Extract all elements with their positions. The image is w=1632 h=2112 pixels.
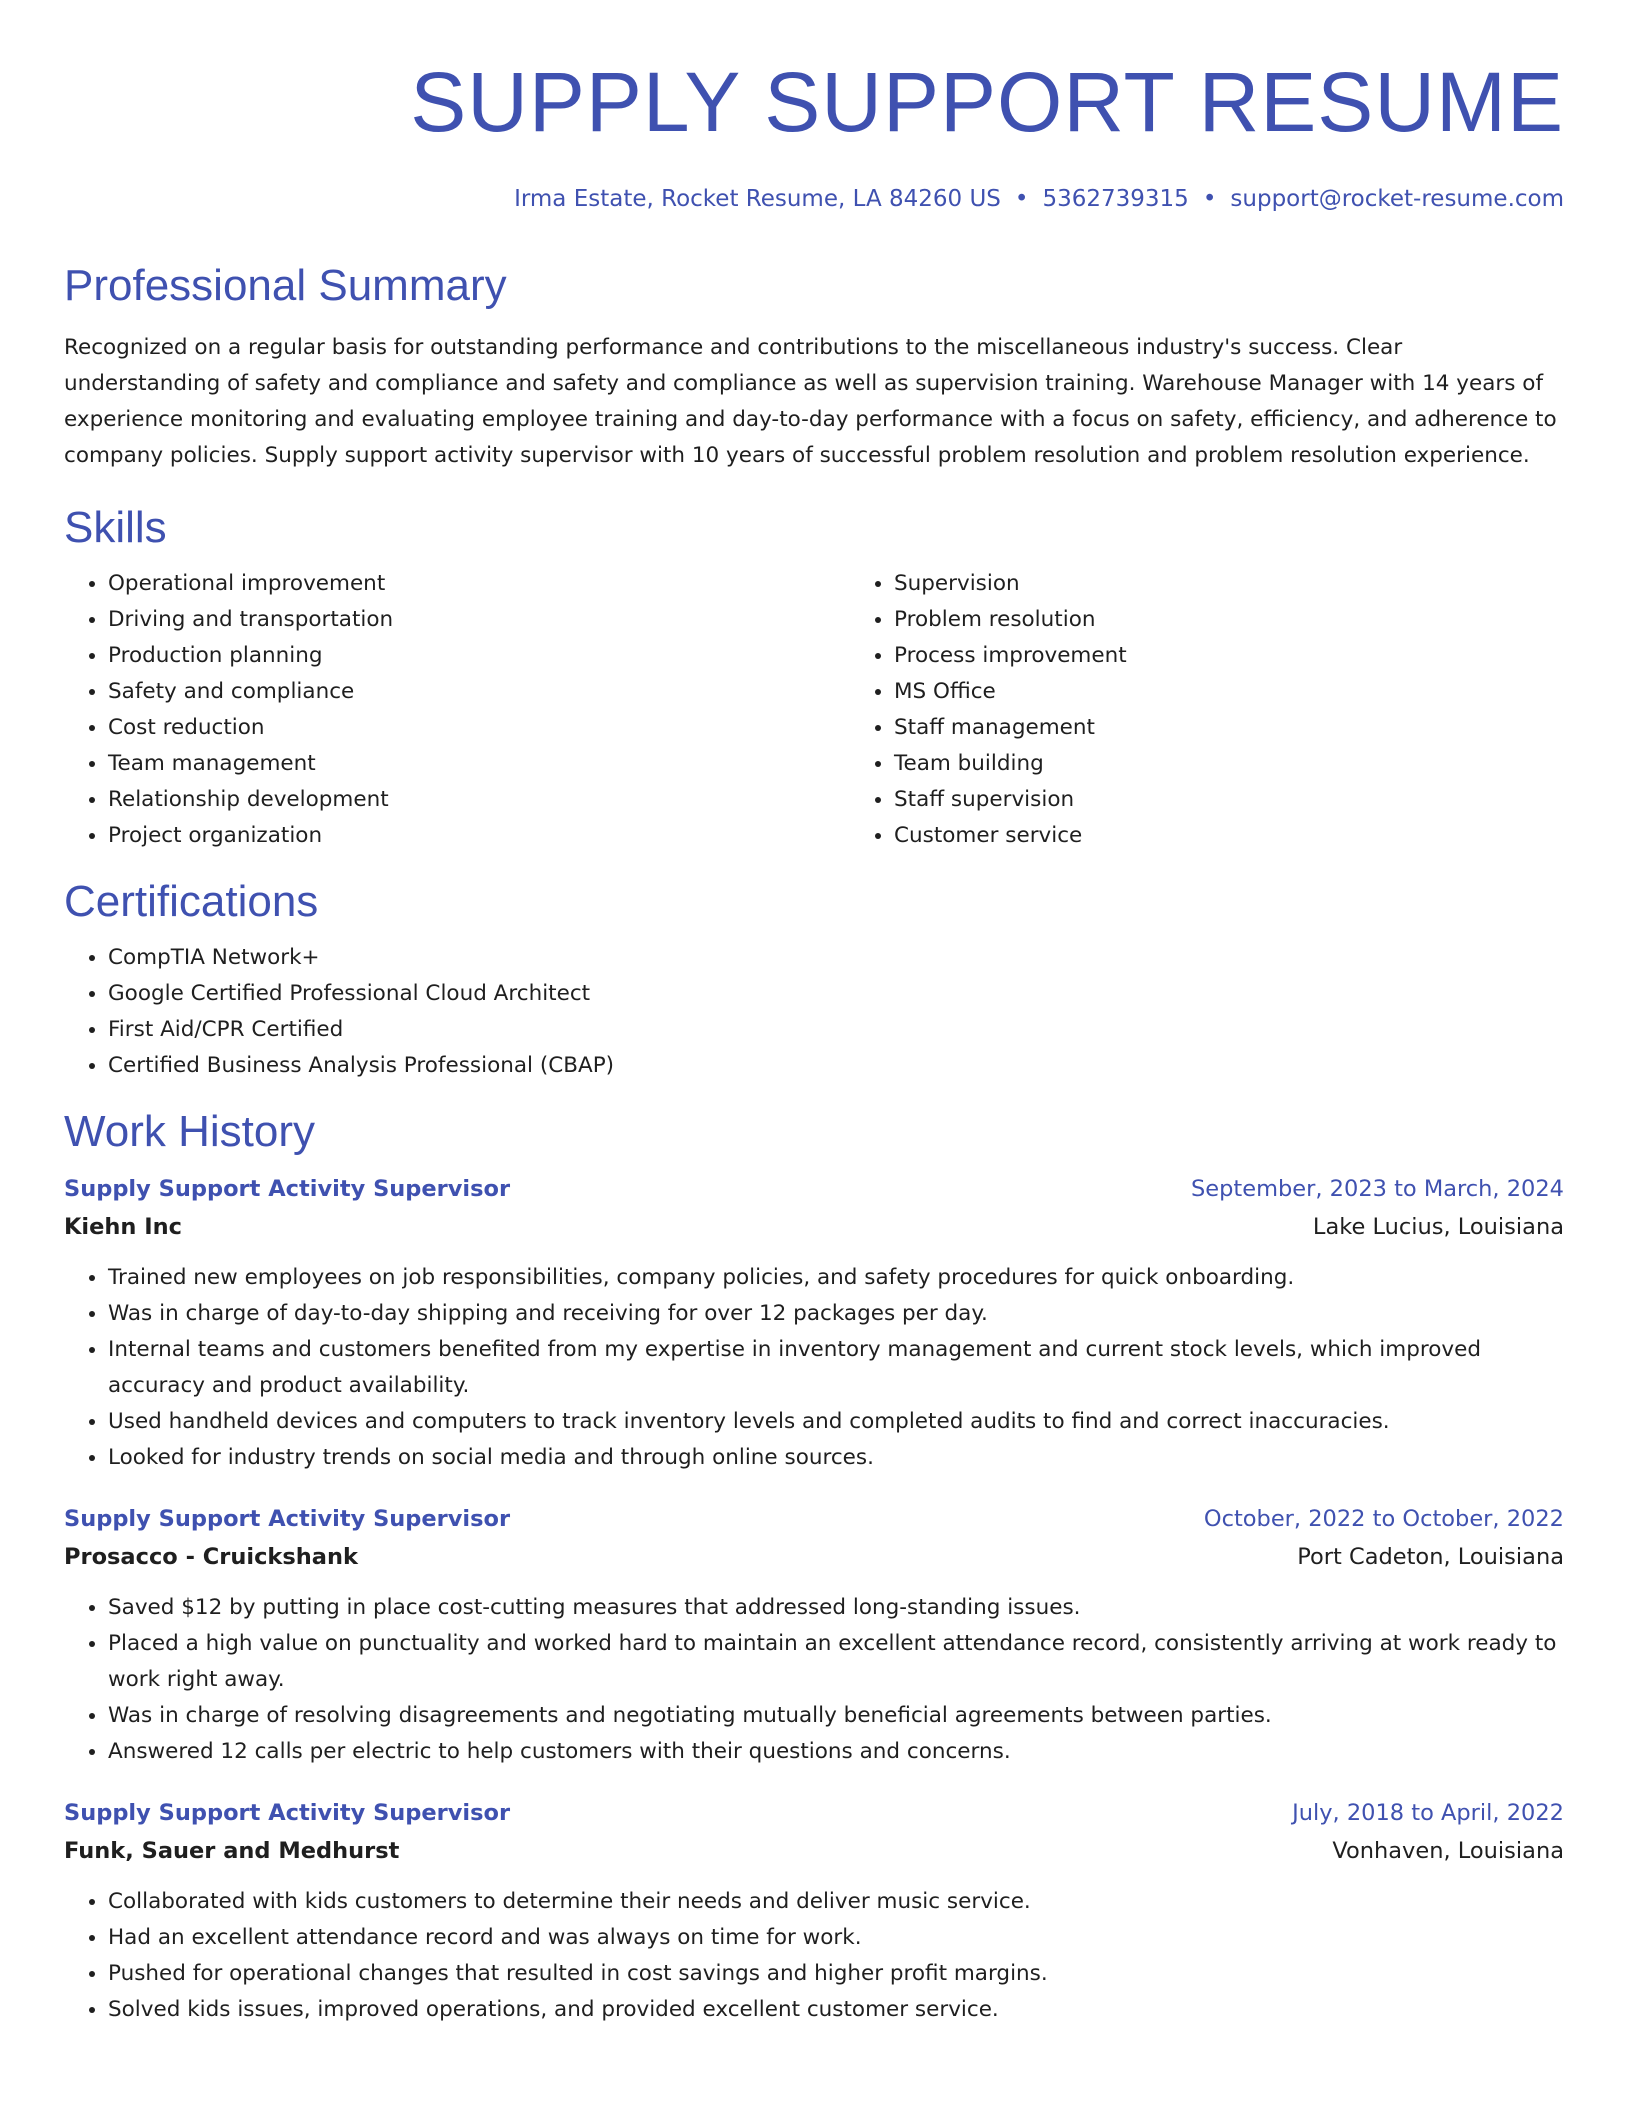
job-bullet: • Answered 12 calls per electric to help customers with their questions and concerns. [108,1734,1564,1770]
job-title: Supply Support Activity Supervisor [64,1506,511,1532]
job-bullet: • Pushed for operational changes that resulted in cost savings and higher profit margins. [108,1956,1564,1992]
job-bullet: • Solved kids issues, improved operations, and provided excellent customer service. [108,1992,1564,2028]
job-bullet: • Used handheld devices and computers to track inventory levels and completed audits to find and correct inaccuracies. [108,1404,1564,1440]
job-bullet: • Internal teams and customers benefited from my expertise in inventory management and current stock levels, which improved accuracy and product availability. [108,1332,1564,1404]
skills-column-left [64,566,850,854]
job-bullet: • Saved $12 by putting in place cost-cutting measures that addressed long-standing issues. [108,1590,1564,1626]
skill-item: • MS Office [894,674,1127,710]
job-dates: October, 2022 to October, 2022 [1203,1506,1564,1532]
skills-column-right [850,566,1127,854]
work-history-heading: Work History [64,1107,315,1156]
skills-heading: Skills [64,503,167,552]
skill-item: • Cost reduction [108,710,850,746]
certification-item: • Google Certified Professional Cloud Architect [108,976,1564,1012]
job-header-row [64,1170,1564,1208]
summary-text: Recognized on a regular basis for outstanding performance and contributions to the miscellaneous industry's success. Clear understanding of safety and compliance and safety and compliance as well as supervision training. Warehouse Manager with 14 years of experience monitoring and evaluating employee training and day-to-day performance with a focus on safety, efficiency, and adherence to company policies. Supply support activity supervisor with 10 years of successful problem resolution and problem resolution experience. [64,335,1557,468]
job-header-row [64,1794,1564,1832]
resume-title: SUPPLY SUPPORT RESUME [410,55,1564,149]
job-company: Prosacco - Cruickshank [64,1544,358,1570]
skill-item: • Relationship development [108,782,850,818]
skill-item: • Customer service [894,818,1127,854]
job-bullet: • Was in charge of resolving disagreements and negotiating mutually beneficial agreements between parties. [108,1698,1564,1734]
job-dates: September, 2023 to March, 2024 [1191,1176,1564,1202]
job-entry [64,1170,1564,1476]
skill-item: • Production planning [108,638,850,674]
certifications-heading: Certifications [64,877,319,926]
contact-email: support@rocket-resume.com [1230,186,1564,212]
job-bullet: • Looked for industry trends on social media and through online sources. [108,1440,1564,1476]
skills-list [64,566,1564,854]
certifications-list [64,940,1564,1084]
job-bullets [64,1590,1564,1770]
contact-address: Irma Estate, Rocket Resume, LA 84260 US [514,186,1001,212]
job-company: Kiehn Inc [64,1214,183,1240]
job-header-row [64,1500,1564,1538]
job-entry [64,1794,1564,2028]
skill-item: • Supervision [894,566,1127,602]
job-entry [64,1500,1564,1770]
skill-item: • Operational improvement [108,566,850,602]
job-company-row [64,1832,1564,1870]
skill-item: • Team building [894,746,1127,782]
job-bullets [64,1260,1564,1476]
skill-item: • Staff management [894,710,1127,746]
job-bullet: • Collaborated with kids customers to determine their needs and deliver music service. [108,1884,1564,1920]
skill-item: • Project organization [108,818,850,854]
skill-item: • Process improvement [894,638,1127,674]
job-title: Supply Support Activity Supervisor [64,1800,511,1826]
certification-item: • CompTIA Network+ [108,940,1564,976]
job-bullets [64,1884,1564,2028]
contact-separator: • [1202,186,1217,212]
skill-item: • Team management [108,746,850,782]
job-bullet: • Trained new employees on job responsibilities, company policies, and safety procedures for quick onboarding. [108,1260,1564,1296]
job-company: Funk, Sauer and Medhurst [64,1838,400,1864]
summary-heading: Professional Summary [64,261,507,310]
job-location: Port Cadeton, Louisiana [1297,1544,1564,1570]
contact-separator: • [1014,186,1029,212]
skill-item: • Safety and compliance [108,674,850,710]
contact-phone: 5362739315 [1042,186,1189,212]
certification-item: • First Aid/CPR Certified [108,1012,1564,1048]
job-bullet: • Had an excellent attendance record and was always on time for work. [108,1920,1564,1956]
job-bullet: • Was in charge of day-to-day shipping and receiving for over 12 packages per day. [108,1296,1564,1332]
job-company-row [64,1538,1564,1576]
job-location: Vonhaven, Louisiana [1332,1838,1564,1864]
job-dates: July, 2018 to April, 2022 [1292,1800,1564,1826]
contact-line [64,184,1564,214]
skill-item: • Driving and transportation [108,602,850,638]
job-location: Lake Lucius, Louisiana [1312,1214,1564,1240]
skill-item: • Problem resolution [894,602,1127,638]
job-bullet: • Placed a high value on punctuality and worked hard to maintain an excellent attendance record, consistently arriving at work ready to work right away. [108,1626,1564,1698]
skill-item: • Staff supervision [894,782,1127,818]
certification-item: • Certified Business Analysis Professional (CBAP) [108,1048,1564,1084]
job-title: Supply Support Activity Supervisor [64,1176,511,1202]
job-company-row [64,1208,1564,1246]
